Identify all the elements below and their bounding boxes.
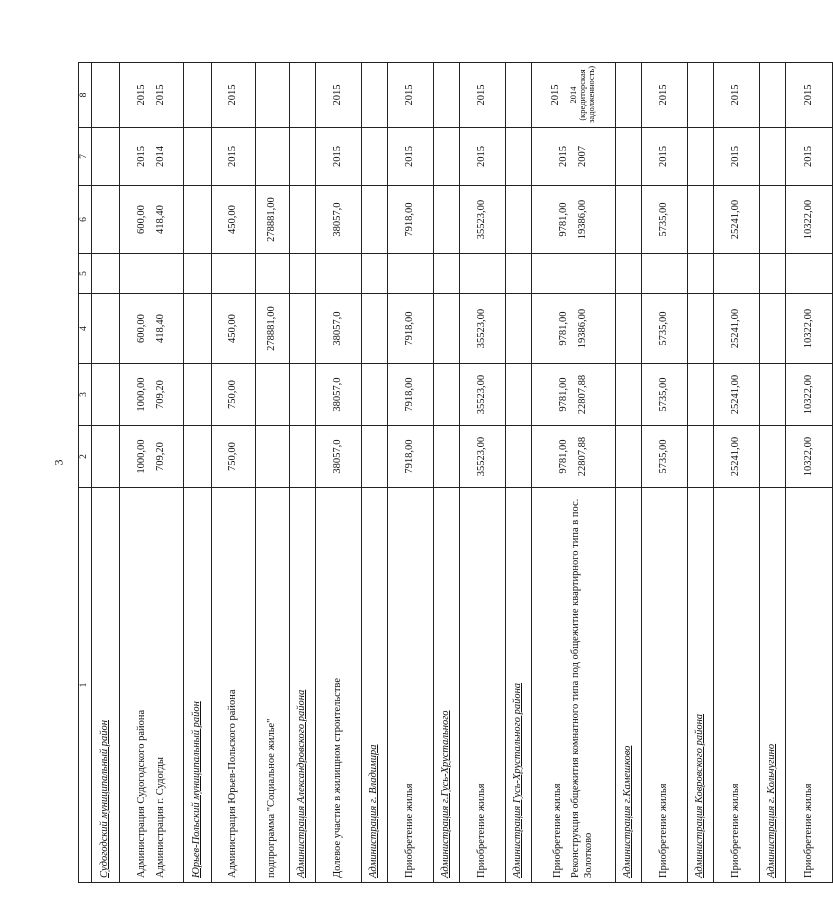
cell-value: 7918,00 bbox=[404, 439, 416, 474]
value-cell-col8 bbox=[388, 63, 434, 128]
value-cell-col6 bbox=[434, 186, 460, 254]
value-cell-col6 bbox=[616, 186, 642, 254]
cell-value: 5735,00 bbox=[658, 377, 670, 412]
value-cell-col3 bbox=[506, 364, 532, 426]
value-cell-col2 bbox=[256, 426, 290, 488]
section-row bbox=[290, 63, 316, 883]
value-cell-col5 bbox=[388, 254, 434, 294]
value-cell-col5 bbox=[688, 254, 714, 294]
value-cell-col8 bbox=[506, 63, 532, 128]
cell-value: 2015 bbox=[557, 146, 569, 167]
value-cell-col4 bbox=[388, 294, 434, 364]
value-cell-col2 bbox=[120, 426, 184, 488]
cell-value: 38057,0 bbox=[332, 439, 344, 474]
value-cell-col2 bbox=[506, 426, 532, 488]
value-cell-col2 bbox=[688, 426, 714, 488]
value-cell-col4 bbox=[316, 294, 362, 364]
section-title-text: Судогодский муниципальный район bbox=[99, 720, 111, 878]
value-cell-col3 bbox=[460, 364, 506, 426]
item-name: Администрация г. Судогды bbox=[154, 757, 166, 878]
table-row bbox=[120, 63, 184, 883]
cell-value: 2015 bbox=[476, 146, 488, 167]
value-cell-col3 bbox=[786, 364, 833, 426]
value-cell-col6 bbox=[760, 186, 786, 254]
cell-value: 19386,00 bbox=[576, 199, 588, 240]
cell-value: 35523,00 bbox=[476, 436, 488, 477]
section-title bbox=[688, 488, 714, 883]
value-cell-col8 bbox=[688, 63, 714, 128]
value-cell-col6 bbox=[256, 186, 290, 254]
value-cell-col3 bbox=[642, 364, 688, 426]
value-cell-col5 bbox=[184, 254, 212, 294]
value-cell-col7 bbox=[256, 128, 290, 186]
value-cell-col6 bbox=[460, 186, 506, 254]
item-name: Долевое участие в жилищном строительстве bbox=[332, 678, 344, 878]
section-title bbox=[506, 488, 532, 883]
section-row bbox=[434, 63, 460, 883]
table-row bbox=[786, 63, 833, 883]
value-cell-col3 bbox=[688, 364, 714, 426]
value-cell-col7 bbox=[388, 128, 434, 186]
value-cell-col8 bbox=[642, 63, 688, 128]
cell-value: 9781,00 bbox=[557, 377, 569, 412]
cell-value: 7918,00 bbox=[404, 202, 416, 237]
value-cell-col4 bbox=[256, 294, 290, 364]
value-cell-col6 bbox=[92, 186, 120, 254]
value-cell-col6 bbox=[714, 186, 760, 254]
value-cell-col3 bbox=[434, 364, 460, 426]
cell-value: 2015 bbox=[227, 84, 239, 106]
cell-value: 9781,00 bbox=[557, 202, 569, 237]
value-cell-col5 bbox=[92, 254, 120, 294]
value-cell-col2 bbox=[786, 426, 833, 488]
value-cell-col3 bbox=[316, 364, 362, 426]
section-row bbox=[184, 63, 212, 883]
value-cell-col4 bbox=[212, 294, 256, 364]
value-cell-col7 bbox=[316, 128, 362, 186]
value-cell-col7 bbox=[434, 128, 460, 186]
value-cell-col7 bbox=[212, 128, 256, 186]
cell-value: 709,20 bbox=[154, 442, 166, 471]
table-row bbox=[212, 63, 256, 883]
table-body bbox=[92, 63, 833, 883]
cell-value: 709,20 bbox=[154, 380, 166, 409]
cell-value: 278881,00 bbox=[266, 197, 278, 242]
value-cell-col4 bbox=[290, 294, 316, 364]
item-name: Приобретение жилья bbox=[802, 783, 814, 878]
value-cell-col7 bbox=[616, 128, 642, 186]
table-row bbox=[532, 63, 616, 883]
section-title-text: Администрация г. Владимира bbox=[368, 744, 380, 878]
cell-value: 9781,00 bbox=[557, 439, 569, 474]
cell-value: 5735,00 bbox=[658, 311, 670, 346]
value-cell-col6 bbox=[388, 186, 434, 254]
value-cell-col3 bbox=[212, 364, 256, 426]
cell-value: 35523,00 bbox=[476, 374, 488, 415]
table-row bbox=[316, 63, 362, 883]
cell-value: 278881,00 bbox=[266, 306, 278, 351]
value-cell-col5 bbox=[362, 254, 388, 294]
value-cell-col8 bbox=[256, 63, 290, 128]
value-cell-col2 bbox=[714, 426, 760, 488]
value-cell-col8 bbox=[760, 63, 786, 128]
value-cell-col7 bbox=[184, 128, 212, 186]
col-header-4: 4 bbox=[79, 294, 92, 364]
value-cell-col4 bbox=[786, 294, 833, 364]
section-row bbox=[688, 63, 714, 883]
section-row bbox=[506, 63, 532, 883]
cell-value: 5735,00 bbox=[658, 202, 670, 237]
section-row bbox=[92, 63, 120, 883]
value-cell-col8 bbox=[786, 63, 833, 128]
value-cell-col7 bbox=[460, 128, 506, 186]
value-cell-col7 bbox=[120, 128, 184, 186]
value-cell-col3 bbox=[616, 364, 642, 426]
item-name-cell bbox=[642, 488, 688, 883]
item-name-cell bbox=[388, 488, 434, 883]
value-cell-col3 bbox=[290, 364, 316, 426]
value-cell-col5 bbox=[760, 254, 786, 294]
value-cell-col5 bbox=[714, 254, 760, 294]
value-cell-col3 bbox=[532, 364, 616, 426]
col-header-5: 5 bbox=[79, 254, 92, 294]
item-name: подпрограмма "Социальное жилье" bbox=[266, 718, 278, 878]
cell-value: 35523,00 bbox=[476, 308, 488, 349]
cell-value: 7918,00 bbox=[404, 311, 416, 346]
cell-value: 7918,00 bbox=[404, 377, 416, 412]
table-row bbox=[256, 63, 290, 883]
cell-value: 25241,00 bbox=[730, 199, 742, 240]
section-title bbox=[362, 488, 388, 883]
value-cell-col3 bbox=[760, 364, 786, 426]
section-title-text: Администрация г.Камешково bbox=[622, 745, 634, 878]
value-cell-col5 bbox=[434, 254, 460, 294]
value-cell-col5 bbox=[616, 254, 642, 294]
col-header-3: 3 bbox=[79, 364, 92, 426]
value-cell-col8 bbox=[184, 63, 212, 128]
value-cell-col5 bbox=[460, 254, 506, 294]
section-title-text: Администрация Ковровского района bbox=[694, 713, 706, 878]
cell-value: 2015 bbox=[332, 146, 344, 167]
item-name: Приобретение жилья bbox=[658, 783, 670, 878]
value-cell-col6 bbox=[212, 186, 256, 254]
section-title-text: Администрация г.Гусь-Хрустального bbox=[440, 710, 452, 878]
value-cell-col7 bbox=[506, 128, 532, 186]
item-name: Приобретение жилья bbox=[476, 783, 488, 878]
value-cell-col2 bbox=[388, 426, 434, 488]
cell-value: 2015 bbox=[227, 146, 239, 167]
value-cell-col5 bbox=[642, 254, 688, 294]
table-row bbox=[642, 63, 688, 883]
value-cell-col7 bbox=[362, 128, 388, 186]
cell-value: 2014 (кредиторская задолженность) bbox=[567, 65, 597, 123]
value-cell-col8 bbox=[290, 63, 316, 128]
value-cell-col6 bbox=[642, 186, 688, 254]
value-cell-col5 bbox=[316, 254, 362, 294]
value-cell-col5 bbox=[120, 254, 184, 294]
section-title bbox=[92, 488, 120, 883]
value-cell-col2 bbox=[362, 426, 388, 488]
value-cell-col4 bbox=[642, 294, 688, 364]
cell-value: 10322,00 bbox=[802, 374, 814, 415]
item-name: Приобретение жилья bbox=[730, 783, 742, 878]
value-cell-col5 bbox=[786, 254, 833, 294]
section-row bbox=[760, 63, 786, 883]
value-cell-col5 bbox=[506, 254, 532, 294]
value-cell-col4 bbox=[362, 294, 388, 364]
funding-table bbox=[78, 62, 833, 883]
value-cell-col2 bbox=[460, 426, 506, 488]
item-name-cell bbox=[120, 488, 184, 883]
cell-value: 2015 bbox=[404, 84, 416, 106]
column-number-row bbox=[79, 63, 92, 883]
value-cell-col5 bbox=[532, 254, 616, 294]
cell-value: 2015 bbox=[550, 84, 562, 106]
section-title-text: Администрация Гусь-Хрустального района bbox=[512, 682, 524, 878]
value-cell-col7 bbox=[760, 128, 786, 186]
value-cell-col2 bbox=[434, 426, 460, 488]
cell-value: 2015 bbox=[802, 84, 814, 106]
section-title-text: Администрация Александровского района bbox=[296, 689, 308, 878]
cell-value: 22807,88 bbox=[576, 374, 588, 415]
col-header-8: 8 bbox=[79, 63, 92, 128]
value-cell-col2 bbox=[184, 426, 212, 488]
cell-value: 2015 bbox=[802, 146, 814, 167]
cell-value: 10322,00 bbox=[802, 199, 814, 240]
value-cell-col7 bbox=[642, 128, 688, 186]
value-cell-col4 bbox=[714, 294, 760, 364]
col-header-2: 2 bbox=[79, 426, 92, 488]
cell-value: 2015 bbox=[154, 84, 166, 106]
value-cell-col7 bbox=[532, 128, 616, 186]
value-cell-col6 bbox=[688, 186, 714, 254]
value-cell-col7 bbox=[714, 128, 760, 186]
value-cell-col4 bbox=[120, 294, 184, 364]
section-row bbox=[362, 63, 388, 883]
item-name: Приобретение жилья bbox=[551, 783, 563, 878]
cell-value: 418,40 bbox=[154, 314, 166, 343]
value-cell-col6 bbox=[532, 186, 616, 254]
section-title bbox=[184, 488, 212, 883]
cell-value: 1000,00 bbox=[135, 439, 147, 474]
value-cell-col3 bbox=[388, 364, 434, 426]
item-name: Реконструкция общежития комнатного типа под общежитие квартирного типа в пос. Золотково bbox=[570, 498, 594, 878]
cell-value: 35523,00 bbox=[476, 199, 488, 240]
value-cell-col6 bbox=[120, 186, 184, 254]
col-header-1: 1 bbox=[79, 488, 92, 883]
value-cell-col8 bbox=[316, 63, 362, 128]
value-cell-col3 bbox=[714, 364, 760, 426]
section-row bbox=[616, 63, 642, 883]
value-cell-col6 bbox=[184, 186, 212, 254]
section-title bbox=[760, 488, 786, 883]
cell-value: 2015 bbox=[404, 146, 416, 167]
value-cell-col8 bbox=[460, 63, 506, 128]
table-row bbox=[714, 63, 760, 883]
cell-value: 600,00 bbox=[135, 314, 147, 343]
cell-value: 418,40 bbox=[154, 205, 166, 234]
cell-value: 750,00 bbox=[227, 380, 239, 409]
cell-value: 22807,88 bbox=[576, 436, 588, 477]
value-cell-col4 bbox=[92, 294, 120, 364]
cell-value: 2015 bbox=[730, 84, 742, 106]
cell-value: 600,00 bbox=[135, 205, 147, 234]
value-cell-col3 bbox=[92, 364, 120, 426]
item-name-cell bbox=[786, 488, 833, 883]
section-title-text: Администрация г. Кольчугино bbox=[766, 743, 778, 878]
value-cell-col2 bbox=[92, 426, 120, 488]
rotated-table-container bbox=[78, 63, 814, 883]
value-cell-col8 bbox=[714, 63, 760, 128]
cell-value: 2007 bbox=[576, 146, 588, 167]
value-cell-col6 bbox=[362, 186, 388, 254]
value-cell-col7 bbox=[290, 128, 316, 186]
item-name-cell bbox=[316, 488, 362, 883]
value-cell-col6 bbox=[290, 186, 316, 254]
cell-value: 25241,00 bbox=[730, 436, 742, 477]
cell-value: 2015 bbox=[658, 146, 670, 167]
cell-value: 38057,0 bbox=[332, 377, 344, 412]
value-cell-col8 bbox=[616, 63, 642, 128]
cell-value: 450,00 bbox=[227, 314, 239, 343]
value-cell-col8 bbox=[532, 63, 616, 128]
table-row bbox=[388, 63, 434, 883]
cell-value: 19386,00 bbox=[576, 308, 588, 349]
cell-value: 25241,00 bbox=[730, 374, 742, 415]
value-cell-col6 bbox=[786, 186, 833, 254]
cell-value: 25241,00 bbox=[730, 308, 742, 349]
item-name: Администрация Судогодского района bbox=[135, 709, 147, 878]
value-cell-col8 bbox=[120, 63, 184, 128]
item-name: Приобретение жилья bbox=[404, 783, 416, 878]
value-cell-col7 bbox=[92, 128, 120, 186]
value-cell-col3 bbox=[184, 364, 212, 426]
value-cell-col7 bbox=[688, 128, 714, 186]
value-cell-col4 bbox=[760, 294, 786, 364]
cell-value: 2015 bbox=[476, 84, 488, 106]
col-header-7: 7 bbox=[79, 128, 92, 186]
value-cell-col2 bbox=[616, 426, 642, 488]
value-cell-col5 bbox=[212, 254, 256, 294]
cell-value: 450,00 bbox=[227, 205, 239, 234]
value-cell-col5 bbox=[290, 254, 316, 294]
value-cell-col4 bbox=[434, 294, 460, 364]
item-name-cell bbox=[532, 488, 616, 883]
cell-value: 10322,00 bbox=[802, 436, 814, 477]
value-cell-col6 bbox=[316, 186, 362, 254]
section-title bbox=[616, 488, 642, 883]
value-cell-col3 bbox=[362, 364, 388, 426]
item-name-cell bbox=[212, 488, 256, 883]
cell-value: 10322,00 bbox=[802, 308, 814, 349]
value-cell-col2 bbox=[316, 426, 362, 488]
value-cell-col3 bbox=[256, 364, 290, 426]
value-cell-col8 bbox=[434, 63, 460, 128]
cell-value: 2015 bbox=[658, 84, 670, 106]
value-cell-col4 bbox=[616, 294, 642, 364]
cell-value: 2014 bbox=[154, 146, 166, 167]
table-row bbox=[460, 63, 506, 883]
cell-value: 2015 bbox=[730, 146, 742, 167]
value-cell-col2 bbox=[290, 426, 316, 488]
section-title-text: Юрьев-Польский муниципальный район bbox=[191, 701, 203, 878]
value-cell-col4 bbox=[184, 294, 212, 364]
item-name-cell bbox=[714, 488, 760, 883]
value-cell-col8 bbox=[362, 63, 388, 128]
value-cell-col2 bbox=[532, 426, 616, 488]
value-cell-col5 bbox=[256, 254, 290, 294]
cell-value: 1000,00 bbox=[135, 377, 147, 412]
cell-value: 2015 bbox=[135, 84, 147, 106]
value-cell-col8 bbox=[92, 63, 120, 128]
cell-value: 38057,0 bbox=[332, 311, 344, 346]
section-title bbox=[290, 488, 316, 883]
value-cell-col2 bbox=[642, 426, 688, 488]
cell-value: 9781,00 bbox=[557, 311, 569, 346]
item-name-cell bbox=[256, 488, 290, 883]
cell-value: 38057,0 bbox=[332, 202, 344, 237]
value-cell-col4 bbox=[506, 294, 532, 364]
col-header-6: 6 bbox=[79, 186, 92, 254]
page-number: 3 bbox=[51, 459, 66, 466]
cell-value: 750,00 bbox=[227, 442, 239, 471]
cell-value: 2015 bbox=[332, 84, 344, 106]
value-cell-col4 bbox=[460, 294, 506, 364]
section-title bbox=[434, 488, 460, 883]
value-cell-col6 bbox=[506, 186, 532, 254]
value-cell-col2 bbox=[760, 426, 786, 488]
item-name: Администрация Юрьев-Польского района bbox=[227, 689, 239, 878]
value-cell-col8 bbox=[212, 63, 256, 128]
value-cell-col4 bbox=[688, 294, 714, 364]
cell-value: 2015 bbox=[135, 146, 147, 167]
value-cell-col3 bbox=[120, 364, 184, 426]
value-cell-col7 bbox=[786, 128, 833, 186]
cell-value: 5735,00 bbox=[658, 439, 670, 474]
value-cell-col2 bbox=[212, 426, 256, 488]
value-cell-col4 bbox=[532, 294, 616, 364]
item-name-cell bbox=[460, 488, 506, 883]
